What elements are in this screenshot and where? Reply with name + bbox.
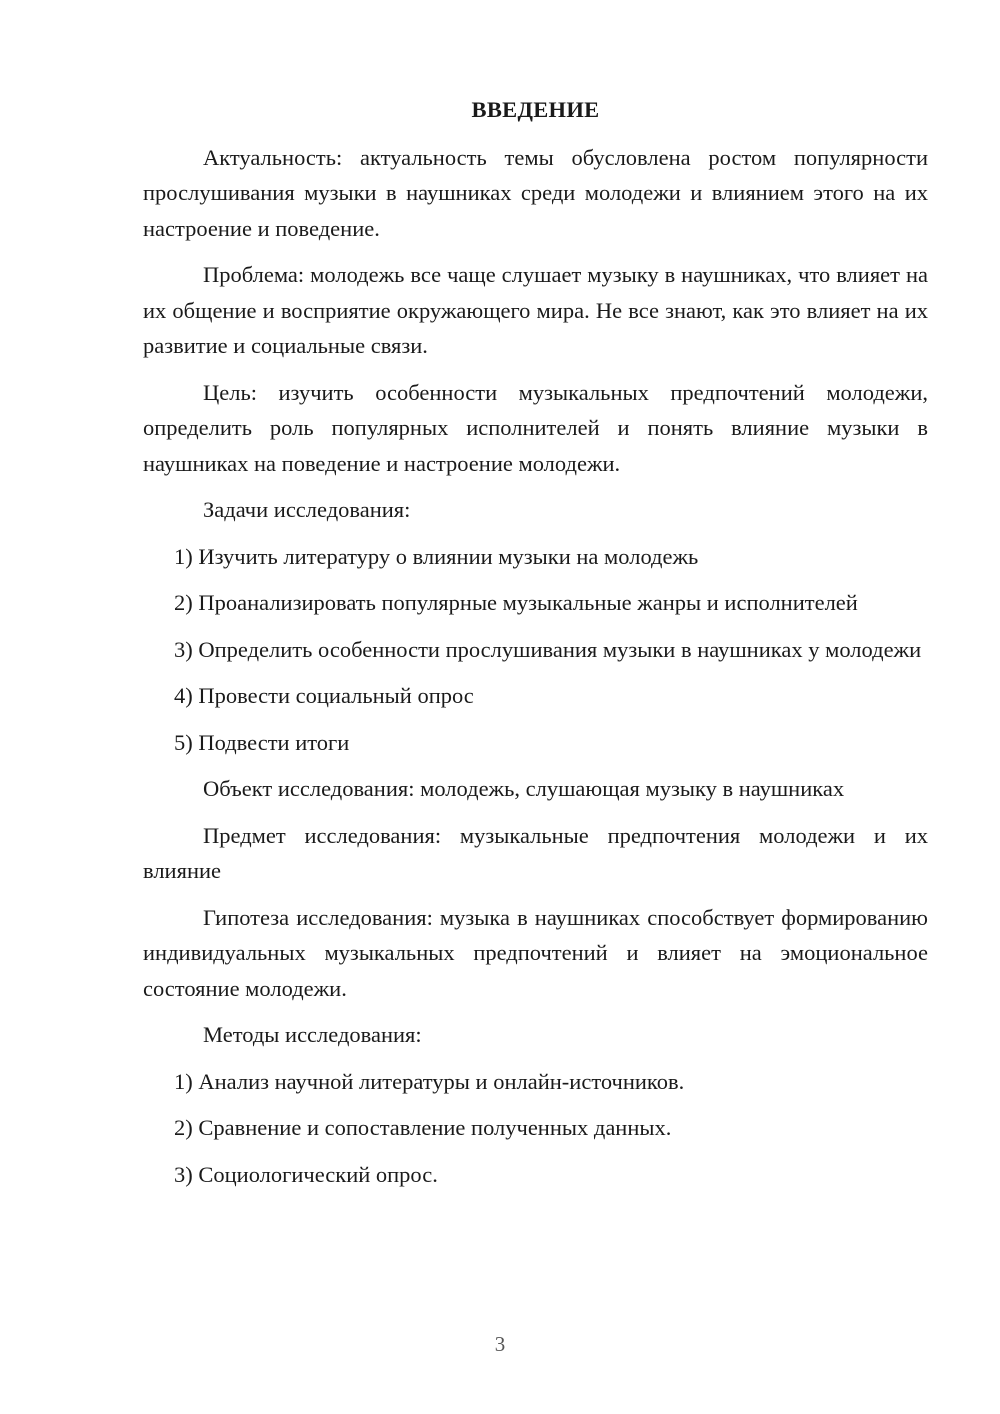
subject-paragraph: Предмет исследования: музыкальные предпочтения молодежи и их влияние [143,822,928,883]
tasks-heading: Задачи исследования: [203,497,411,522]
document-page [143,92,928,1203]
section-title: ВВЕДЕНИЕ [471,97,600,122]
hypothesis-paragraph: Гипотеза исследования: музыка в наушниках способствует формированию индивидуальных музыкальных предпочтений и влияет на эмоциональное состояние молодежи. [143,904,928,1001]
problem-paragraph: Проблема: молодежь все чаще слушает музыку в наушниках, что влияет на их общение и восприятие окружающего мира. Не все знают, как это влияет на их развитие и социальные связи. [143,262,928,358]
method-item: 2) Сравнение и сопоставление полученных данных. [174,1115,672,1140]
methods-heading: Методы исследования: [203,1022,422,1047]
object-paragraph: Объект исследования: молодежь, слушающая музыку в наушниках [203,776,845,801]
method-item: 1) Анализ научной литературы и онлайн-источников. [174,1068,685,1094]
task-item: 4) Провести социальный опрос [174,683,474,708]
goal-paragraph: Цель: изучить особенности музыкальных предпочтений молодежи, определить роль популярных исполнителей и понять влияние музыки в наушниках на поведение и настроение молодежи. [143,379,928,476]
page-number: 3 [494,1332,506,1356]
task-item: 2) Проанализировать популярные музыкальные жанры и исполнителей [174,590,858,615]
method-item: 3) Социологический опрос. [174,1161,438,1187]
task-item: 5) Подвести итоги [174,729,350,755]
relevance-paragraph: Актуальность: актуальность темы обусловлена ростом популярности прослушивания музыки в наушниках среди молодежи и влиянием этого на их настроение и поведение. [143,144,928,241]
task-item: 3) Определить особенности прослушивания музыки в наушниках у молодежи [174,636,922,662]
task-item: 1) Изучить литературу о влиянии музыки на молодежь [174,543,699,569]
